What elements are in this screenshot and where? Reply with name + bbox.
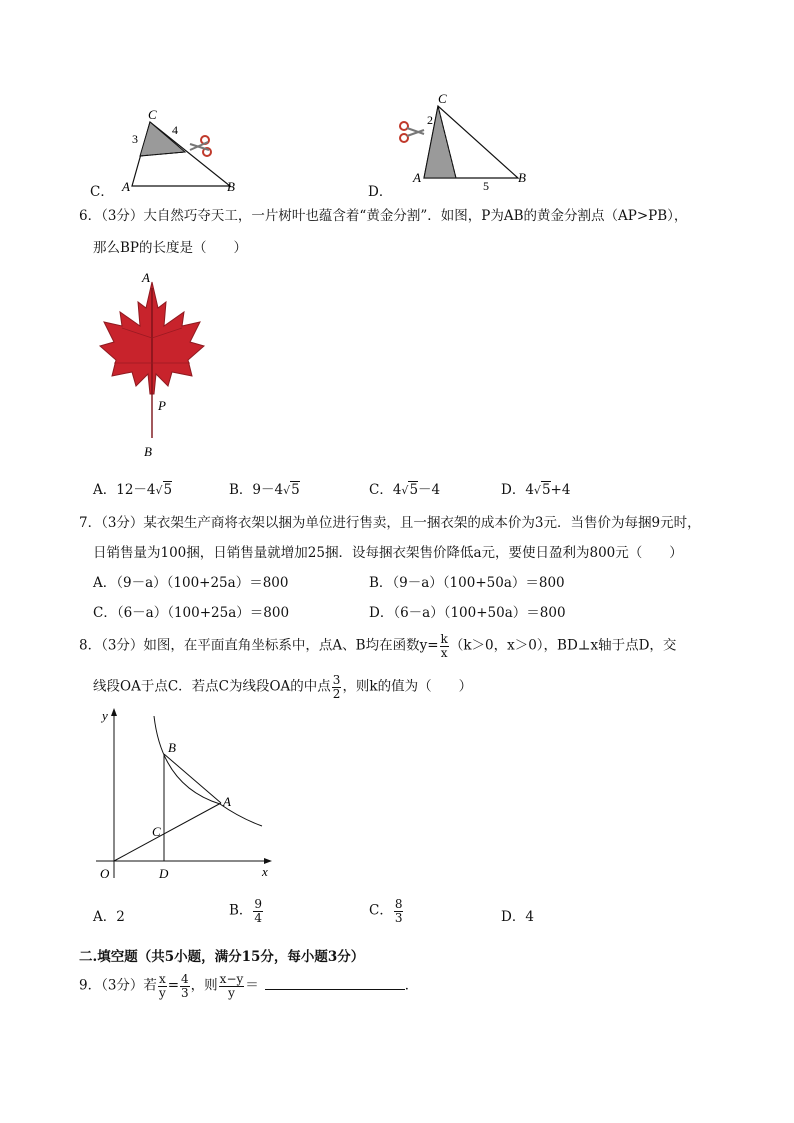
q6-stem-line1: 6．（3分）大自然巧夺天工，一片树叶也蕴含着“黄金分割”．如图，P为AB的黄金分割点（AP>PB）， (79, 208, 688, 224)
q7-stem-line2: 日销售量为100捆，日销售量就增加25捆．设每捆衣架售价降低a元，要使日盈利为800元（ ） (93, 545, 683, 561)
side-length-2: 2 (427, 113, 433, 127)
q7-option-a[interactable]: A．（9－a）（100+25a）＝800 (93, 575, 289, 591)
vertex-c: C (148, 107, 157, 122)
side-length-4: 4 (172, 123, 178, 137)
q8-option-d[interactable]: D．4 (501, 909, 534, 925)
q6-option-a[interactable]: A．12－4√5 (93, 482, 173, 498)
option-d-label: D． (368, 184, 393, 200)
fraction-k-over-x: $\frac{k}{x}$ (440, 632, 448, 660)
q8-stem-line2: 线段OA于点C．若点C为线段OA的中点 $\frac{3}{2}$ ，则k的值为（ ） (93, 673, 473, 701)
q8-option-c[interactable]: C． $\frac{8}{3}$ (369, 897, 403, 925)
point-c-label: C (152, 824, 161, 839)
q8-option-b[interactable]: B． $\frac{9}{4}$ (229, 897, 263, 925)
triangle-d-diagram (368, 92, 538, 200)
point-b-label: B (144, 444, 152, 459)
maple-leaf-image (92, 268, 212, 463)
figure-option-d (368, 92, 538, 200)
section-2-title: 二.填空题（共5小题，满分15分，每小题3分） (79, 949, 365, 965)
q7-option-b[interactable]: B．（9－a）（100+50a）＝800 (369, 575, 565, 591)
coordinate-graph (90, 706, 280, 886)
fraction-3-over-2: $\frac{3}{2}$ (332, 673, 341, 701)
side-length-5: 5 (483, 179, 489, 193)
axis-x-label: x (262, 864, 268, 879)
maple-leaf-figure (92, 268, 212, 463)
vertex-b: B (227, 179, 235, 194)
side-length-3: 3 (132, 132, 138, 146)
vertex-a: A (413, 170, 421, 185)
q9-stem: 9．（3分）若 $\frac{x}{y}$ = $\frac{4}{3}$ ，则 $\frac{x-y}{y}$ ＝ ． (79, 972, 419, 1000)
vertex-a: A (122, 179, 130, 194)
triangle-c-diagram (90, 100, 250, 200)
q7-option-d[interactable]: D．（6－a）（100+50a）＝800 (369, 605, 566, 621)
q7-option-c[interactable]: C．（6－a）（100+25a）＝800 (93, 605, 290, 621)
point-a-label: A (142, 270, 150, 285)
q8-option-a[interactable]: A．2 (93, 909, 125, 925)
point-a-label: A (223, 794, 231, 809)
point-b-label: B (168, 740, 176, 755)
hyperbola-graph (90, 706, 280, 886)
point-d-label: D (159, 866, 169, 881)
q6-stem-line2: 那么BP的长度是（ ） (93, 240, 248, 256)
scissors-icon (400, 122, 424, 142)
q6-option-d[interactable]: D．4√5+4 (501, 482, 571, 498)
vertex-c: C (438, 92, 447, 106)
scissors-icon (190, 136, 211, 156)
origin-label: O (100, 866, 110, 881)
q8-stem-line1: 8．（3分）如图，在平面直角坐标系中，点A、B均在函数y= $\frac{k}{x}$ （k＞0，x＞0），BD⊥x轴于点D，交 (79, 632, 677, 660)
figure-option-c (90, 100, 250, 200)
q6-option-c[interactable]: C．4√5－4 (369, 482, 441, 498)
point-p-label: P (158, 398, 166, 413)
vertex-b: B (518, 170, 526, 185)
axis-y-label: y (102, 708, 108, 723)
option-c-label: C． (90, 184, 114, 200)
answer-blank[interactable] (265, 977, 405, 990)
q6-option-b[interactable]: B．9－4√5 (229, 482, 300, 498)
q7-stem-line1: 7．（3分）某衣架生产商将衣架以捆为单位进行售卖，且一捆衣架的成本价为3元．当售价为每捆9元时， (79, 515, 701, 531)
